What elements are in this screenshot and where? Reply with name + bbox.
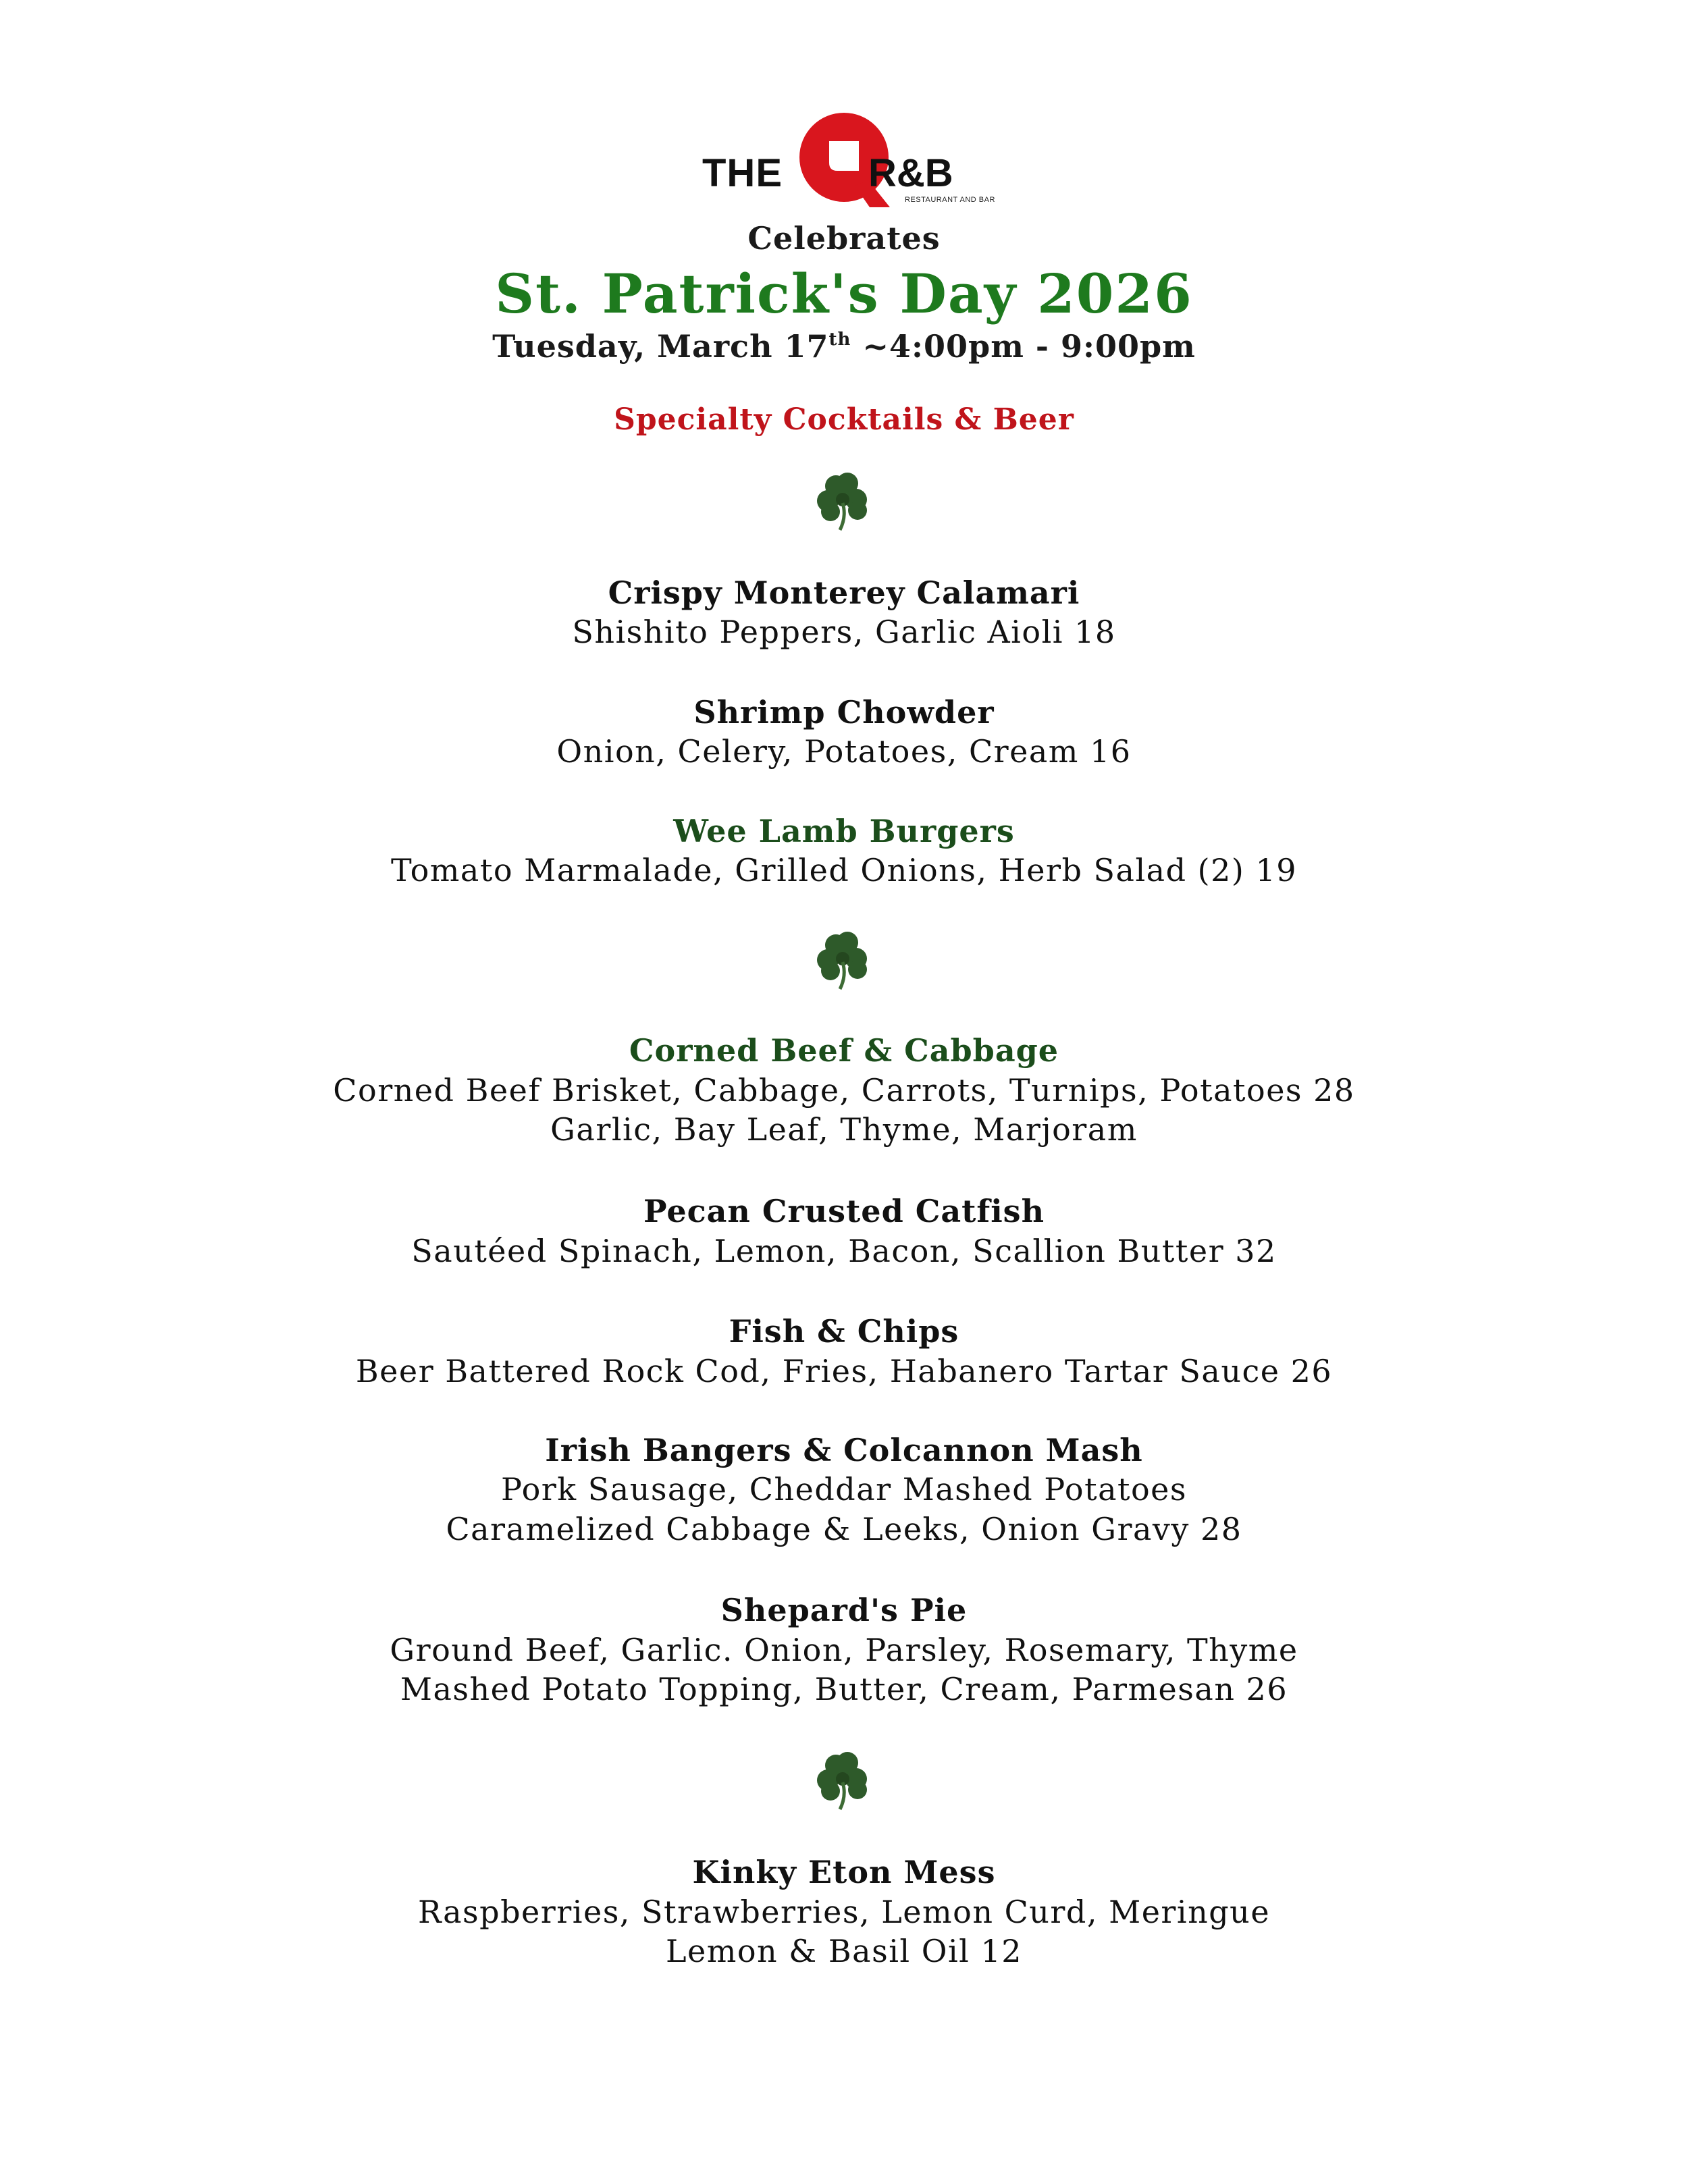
menu-item-description: Shishito Peppers, Garlic Aioli 18 <box>572 614 1116 650</box>
menu-item-name: Crispy Monterey Calamari <box>608 575 1080 611</box>
menu-item-description: Ground Beef, Garlic. Onion, Parsley, Rosemary, Thyme <box>390 1632 1298 1668</box>
shamrock-icon <box>810 1745 878 1813</box>
menu-item-description: Lemon & Basil Oil 12 <box>665 1933 1023 1969</box>
menu-item-description: Beer Battered Rock Cod, Fries, Habanero Tartar Sauce 26 <box>355 1353 1333 1389</box>
menu-item-name: Pecan Crusted Catfish <box>643 1193 1045 1229</box>
menu-item-name: Fish & Chips <box>729 1313 959 1350</box>
logo-subtitle: RESTAURANT AND BAR <box>905 196 995 204</box>
menu-item-description: Garlic, Bay Leaf, Thyme, Marjoram <box>550 1111 1138 1148</box>
event-date-main: Tuesday, March 17 <box>492 328 829 365</box>
menu-item-description: Corned Beef Brisket, Cabbage, Carrots, Turnips, Potatoes 28 <box>333 1072 1355 1109</box>
menu-item-name: Shepard's Pie <box>720 1592 968 1628</box>
event-time: ~4:00pm - 9:00pm <box>851 328 1196 365</box>
shamrock-icon <box>810 925 878 992</box>
drinks-note: Specialty Cocktails & Beer <box>614 402 1074 437</box>
menu-item-name: Shrimp Chowder <box>693 694 995 730</box>
menu-item-description: Caramelized Cabbage & Leeks, Onion Gravy 28 <box>446 1511 1242 1547</box>
menu-item-name: Wee Lamb Burgers <box>673 813 1015 849</box>
menu-item-description: Raspberries, Strawberries, Lemon Curd, Meringue <box>417 1894 1271 1930</box>
menu-item-description: Sautéed Spinach, Lemon, Bacon, Scallion Butter 32 <box>411 1233 1277 1269</box>
restaurant-logo <box>702 101 995 216</box>
event-date-suffix: th <box>828 329 851 350</box>
menu-item-name: Kinky Eton Mess <box>692 1854 996 1890</box>
menu-item-description: Mashed Potato Topping, Butter, Cream, Parmesan 26 <box>400 1671 1288 1707</box>
menu-item-name: Irish Bangers & Colcannon Mash <box>545 1432 1143 1468</box>
menu-item-name: Corned Beef & Cabbage <box>629 1032 1059 1069</box>
shamrock-icon <box>810 466 878 533</box>
event-title: St. Patrick's Day 2026 <box>495 262 1193 325</box>
menu-item-description: Pork Sausage, Cheddar Mashed Potatoes <box>501 1471 1187 1508</box>
logo-right-text: R&B <box>868 151 953 195</box>
menu-item-description: Onion, Celery, Potatoes, Cream 16 <box>556 733 1132 770</box>
logo-left-text: THE <box>702 151 783 195</box>
menu-item-description: Tomato Marmalade, Grilled Onions, Herb Salad (2) 19 <box>391 852 1297 888</box>
event-date <box>0 328 1688 365</box>
celebrates-text: Celebrates <box>747 220 941 257</box>
